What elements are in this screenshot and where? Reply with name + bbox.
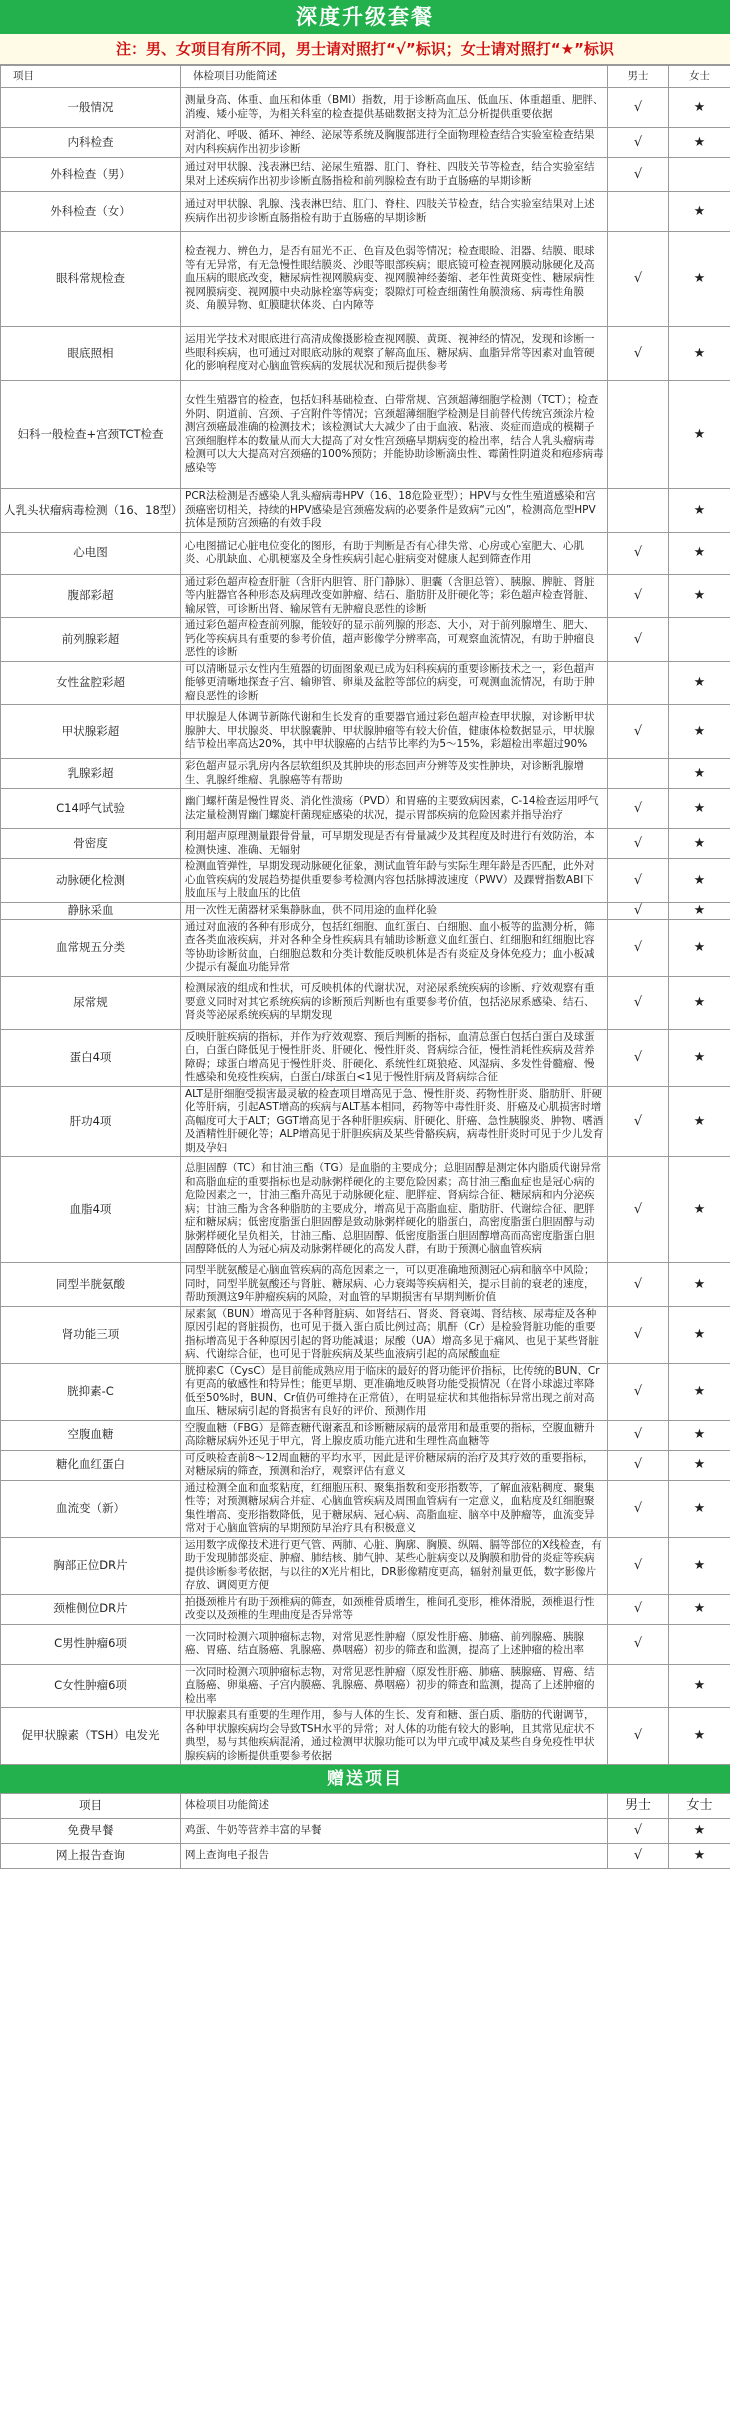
- table-row: [1, 618, 730, 662]
- item-name: 人乳头状瘤病毒检测（16、18型）: [1, 489, 181, 533]
- table-header-row: [1, 66, 730, 88]
- item-description: 可以清晰显示女性内生殖器的切面图象观已成为妇科疾病的重要诊断技术之一，彩色超声能够更清晰地探查子宫、输卵管、卵巢及盆腔等部位的病变，可观测血流情况，有助于肿瘤良恶性的诊断: [181, 661, 608, 705]
- female-mark: ★: [669, 1537, 730, 1594]
- table-row: [1, 158, 730, 192]
- item-name: 女性盆腔彩超: [1, 661, 181, 705]
- item-name: 乳腺彩超: [1, 759, 181, 789]
- item-name: 尿常规: [1, 976, 181, 1029]
- item-name: 妇科一般检查+宫颈TCT检查: [1, 381, 181, 489]
- male-mark: √: [608, 705, 669, 759]
- item-name: 静脉采血: [1, 902, 181, 919]
- item-description: 拍摄颈椎片有助于颈椎病的筛查，如颈椎骨质增生，椎间孔变形，椎体滑脱，颈椎退行性改变以及颈椎的生理曲度是否异常等: [181, 1594, 608, 1624]
- female-mark: ★: [669, 1594, 730, 1624]
- item-description: 通过彩色超声检查肝脏（含肝内胆管、肝门静脉）、胆囊（含胆总管）、胰腺、脾脏、肾脏等内脏器官各种形态及病理改变如肿瘤、结石、脂肪肝及肝硬化等；彩色超声检查肾脏、输尿管，可诊断出肾、输尿管有无肿瘤良恶性的诊断: [181, 574, 608, 618]
- female-mark: ★: [669, 128, 730, 158]
- male-mark: √: [608, 1029, 669, 1086]
- female-mark: ★: [669, 88, 730, 128]
- item-name: 颈椎侧位DR片: [1, 1594, 181, 1624]
- female-mark: ★: [669, 1363, 730, 1420]
- female-mark: ★: [669, 532, 730, 574]
- female-mark: ★: [669, 859, 730, 903]
- table-row: [1, 327, 730, 381]
- table-row: [1, 192, 730, 232]
- male-mark: √: [608, 1450, 669, 1480]
- female-mark: ★: [669, 789, 730, 829]
- item-name: 前列腺彩超: [1, 618, 181, 662]
- table-row: [1, 1363, 730, 1420]
- item-description: 空腹血糖（FBG）是筛查糖代谢紊乱和诊断糖尿病的最常用和最重要的指标，空腹血糖升高除糖尿病外还见于甲亢，肾上腺皮质功能亢进和生理性高血糖等: [181, 1420, 608, 1450]
- item-description: 尿素氮（BUN）增高见于各种肾脏病、如肾结石、肾炎、肾衰竭、肾结核、尿毒症及各种原因引起的肾脏损伤，也可见于摄入蛋白质比例过高；肌酐（Cr）是检验肾脏功能的重要指标增高见于各种原因引起的肾功能减退；尿酸（UA）增高多见于痛风、也见于某些肾脏病、代谢综合征，也可见于肾脏疾病及某些血液病引起的高尿酸血症: [181, 1306, 608, 1363]
- male-mark: √: [608, 1086, 669, 1157]
- male-mark: √: [608, 1480, 669, 1537]
- male-mark: √: [608, 158, 669, 192]
- table-row: [1, 1708, 730, 1765]
- gift-header-row: [1, 1794, 730, 1819]
- female-mark: ★: [669, 1263, 730, 1307]
- item-name: 腹部彩超: [1, 574, 181, 618]
- male-mark: √: [608, 1263, 669, 1307]
- item-description: 检测尿液的组成和性状，可反映机体的代谢状况，对泌尿系统疾病的诊断、疗效观察有重要意义同时对其它系统疾病的诊断预后判断也有重要参考价值，包括泌尿系感染、结石、肾炎等泌尿系统疾病的早期发现: [181, 976, 608, 1029]
- table-row: [1, 1086, 730, 1157]
- item-description: 彩色超声显示乳房内各层软组织及其肿块的形态回声分辨等及实性肿块，对诊断乳腺增生、乳腺纤维瘤、乳腺癌等有帮助: [181, 759, 608, 789]
- female-mark: ★: [669, 1420, 730, 1450]
- item-description: 用一次性无菌器材采集静脉血，供不同用途的血样化验: [181, 902, 608, 919]
- item-description: 可反映检查前8～12周血糖的平均水平，因此是评价糖尿病的治疗及其疗效的重要指标，对糖尿病的筛查，预测和治疗，观察评估有意义: [181, 1450, 608, 1480]
- female-mark: ★: [669, 902, 730, 919]
- female-mark: ★: [669, 1819, 730, 1844]
- item-description: 胱抑素C（CysC）是目前能成熟应用于临床的最好的肾功能评价指标，比传统的BUN、Cr有更高的敏感性和特异性；能更早期、更准确地反映肾功能受损情况（在肾小球滤过率降低至50%时，BUN、Cr值仍可维持在正常值），在明显症状和其他指标异常出现之前对高血压、糖尿病引起的肾损害有良好的评价、预测作用: [181, 1363, 608, 1420]
- gift-header-male: 男士: [608, 1794, 669, 1819]
- item-name: 糖化血红蛋白: [1, 1450, 181, 1480]
- table-row: [1, 1594, 730, 1624]
- female-mark: ★: [669, 489, 730, 533]
- table-row: [1, 232, 730, 327]
- female-mark: ★: [669, 327, 730, 381]
- female-mark: ★: [669, 661, 730, 705]
- table-row: [1, 1664, 730, 1708]
- gift-header-desc: 体检项目功能简述: [181, 1794, 608, 1819]
- header-item: 项目: [1, 66, 181, 88]
- gift-header-female: 女士: [669, 1794, 730, 1819]
- item-name: 心电图: [1, 532, 181, 574]
- male-mark: √: [608, 1537, 669, 1594]
- item-description: 利用超声原理测量跟骨骨量，可早期发现是否有骨量减少及其程度及时进行有效防治，本检测快速、准确、无辐射: [181, 829, 608, 859]
- item-name: 骨密度: [1, 829, 181, 859]
- header-female: 女士: [669, 66, 730, 88]
- item-description: 同型半胱氨酸是心脑血管疾病的高危因素之一，可以更准确地预测冠心病和脑卒中风险；同时，同型半胱氨酸还与肾脏、糖尿病、心力衰竭等疾病相关，提示目前的衰老的速度，帮助预测这9年肿瘤疾病的风险，对血管的早期损害有早期判断价值: [181, 1263, 608, 1307]
- table-row: [1, 1263, 730, 1307]
- male-mark: √: [608, 1844, 669, 1869]
- item-name: 空腹血糖: [1, 1420, 181, 1450]
- item-description: 通过检测全血和血浆粘度，红细胞压积、聚集指数和变形指数等，了解血液粘稠度、聚集性等；对预测糖尿病合并症、心脑血管疾病及周围血管病有一定意义，血粘度及红细胞聚集性增高、变形指数降低，见于糖尿病、冠心病、高脂血症、脑卒中及肿瘤等，血流变异常对于心脑血管病的早期预防早治疗具有积极意义: [181, 1480, 608, 1537]
- item-name: 蛋白4项: [1, 1029, 181, 1086]
- male-mark: √: [608, 1306, 669, 1363]
- table-row: [1, 759, 730, 789]
- male-mark: [608, 759, 669, 789]
- item-name: 免费早餐: [1, 1819, 181, 1844]
- item-name: 肾功能三项: [1, 1306, 181, 1363]
- item-description: 检查视力、辨色力，是否有屈光不正、色盲及色弱等情况；检查眼睑、泪器、结膜、眼球等有无异常，有无急慢性眼结膜炎、沙眼等眼部疾病；眼底镜可检查视网膜动脉硬化及高血压病的眼底改变，糖尿病性视网膜病变、视网膜神经萎缩、老年性黄斑变性、糖尿病性视网膜病变、视网膜中央动脉栓塞等病变；裂隙灯可检查细菌性角膜溃疡、病毒性角膜炎、角膜异物、虹膜睫状体炎、白内障等: [181, 232, 608, 327]
- table-row: [1, 859, 730, 903]
- table-row: [1, 1537, 730, 1594]
- male-mark: [608, 489, 669, 533]
- item-description: 心电图描记心脏电位变化的图形，有助于判断是否有心律失常、心房或心室肥大、心肌炎、心肌缺血、心肌梗塞及全身性疾病引起心脏病变对健康人起到筛查作用: [181, 532, 608, 574]
- item-description: 检测血管弹性，早期发现动脉硬化征象，测试血管年龄与实际生理年龄是否匹配，此外对心血管疾病的发展趋势提供重要参考检测内容包括脉搏波速度（PWV）及踝臂指数ABI下肢血压与上肢血压的比值: [181, 859, 608, 903]
- item-name: 一般情况: [1, 88, 181, 128]
- male-mark: √: [608, 789, 669, 829]
- male-mark: √: [608, 902, 669, 919]
- exam-items-table: [0, 65, 730, 1765]
- male-mark: √: [608, 88, 669, 128]
- female-mark: ★: [669, 829, 730, 859]
- female-mark: [669, 158, 730, 192]
- item-name: C14呼气试验: [1, 789, 181, 829]
- item-name: 胸部正位DR片: [1, 1537, 181, 1594]
- item-name: 外科检查（女）: [1, 192, 181, 232]
- item-description: 通过对甲状腺、浅表淋巴结、泌尿生殖器、肛门、脊柱、四肢关节等检查，结合实验室结果对上述疾病作出初步诊断直肠指检和前列腺检查有助于直肠癌的早期诊断: [181, 158, 608, 192]
- female-mark: ★: [669, 1708, 730, 1765]
- item-description: PCR法检测是否感染人乳头瘤病毒HPV（16、18危险亚型）；HPV与女性生殖道感染和宫颈癌密切相关，持续的HPV感染是宫颈癌发病的必要条件是致病“元凶”，检测高危型HPV抗体是预防宫颈癌的有效手段: [181, 489, 608, 533]
- male-mark: √: [608, 976, 669, 1029]
- table-row: [1, 1819, 730, 1844]
- item-description: 运用数字成像技术进行更气管、两肺、心脏、胸廓、胸膜、纵隔、膈等部位的X线检查，有助于发现肺部炎症、肿瘤、肺结核、肺气肿、某些心脏病变以及胸膜和肋骨的炎症等疾病提供诊断参考依据，与以往的X光片相比，DR影像精度更高，辐射剂量更低，数字影像片存放、调阅更方便: [181, 1537, 608, 1594]
- item-description: 反映肝脏疾病的指标，并作为疗效观察、预后判断的指标，血清总蛋白包括白蛋白及球蛋白，白蛋白降低见于慢性肝炎、肝硬化、慢性肝炎、肾病综合征，慢性消耗性疾病及营养障碍；球蛋白增高见于慢性肝炎、肝硬化、系统性红斑狼疮、风湿病、多发性骨髓瘤、慢性感染和免疫性疾病，白蛋白/球蛋白<1见于慢性肝病及肾病综合征: [181, 1029, 608, 1086]
- male-mark: [608, 192, 669, 232]
- item-description: 网上查询电子报告: [181, 1844, 608, 1869]
- table-row: [1, 789, 730, 829]
- female-mark: ★: [669, 1450, 730, 1480]
- table-row: [1, 1624, 730, 1664]
- female-mark: ★: [669, 381, 730, 489]
- table-row: [1, 574, 730, 618]
- female-mark: ★: [669, 759, 730, 789]
- male-mark: √: [608, 532, 669, 574]
- item-description: 对消化、呼吸、循环、神经、泌尿等系统及胸腹部进行全面物理检查结合实验室检查结果对内科疾病作出初步诊断: [181, 128, 608, 158]
- item-name: 外科检查（男）: [1, 158, 181, 192]
- item-name: 血流变（新）: [1, 1480, 181, 1537]
- table-row: [1, 1420, 730, 1450]
- item-description: 测量身高、体重、血压和体重（BMI）指数，用于诊断高血压、低血压、体重超重、肥胖、消瘦、矮小症等，为相关科室的检查提供基础数据支持为汇总分析提供重要依据: [181, 88, 608, 128]
- female-mark: [669, 618, 730, 662]
- male-mark: √: [608, 1819, 669, 1844]
- item-name: C女性肿瘤6项: [1, 1664, 181, 1708]
- table-row: [1, 1844, 730, 1869]
- male-mark: √: [608, 1708, 669, 1765]
- male-mark: √: [608, 232, 669, 327]
- male-mark: √: [608, 1363, 669, 1420]
- table-row: [1, 1306, 730, 1363]
- item-description: 通过对血液的各种有形成分，包括红细胞、血红蛋白、白细胞、血小板等的监测分析，筛查各类血液疾病，并对各种全身性疾病具有辅助诊断意义血红蛋白、红细胞和红细胞比容等协助诊断贫血，白细胞总数和分类计数能反映机体是否有炎症及身体免疫力；血小板减少提示有凝血功能异常: [181, 919, 608, 976]
- table-row: [1, 489, 730, 533]
- item-description: 一次同时检测六项肿瘤标志物，对常见恶性肿瘤（原发性肝癌、肺癌、胰腺癌、胃癌、结直肠癌、卵巢癌、子宫内膜癌、乳腺癌、鼻咽癌）初步的筛查和监测，提高了上述肿瘤的检出率: [181, 1664, 608, 1708]
- table-row: [1, 902, 730, 919]
- item-name: 眼底照相: [1, 327, 181, 381]
- item-description: 女性生殖器官的检查，包括妇科基础检查、白带常规、宫颈超薄细胞学检测（TCT）；检查外阴、阴道前、宫颈、子宫附件等情况；宫颈超薄细胞学检测是目前替代传统宫颈涂片检测宫颈癌最准确的检测技术；该检测试大大减少了由于血液、粘液、炎症而造成的模糊子宫颈细胞样本的数量从而大大提高了对女性宫颈癌早期病变的检出率，结合人乳头瘤病毒检测可以大大提高对宫颈癌的100%预防；并能协助诊断滴虫性、霉菌性阴道炎和疱疹病毒感染等: [181, 381, 608, 489]
- female-mark: ★: [669, 1844, 730, 1869]
- male-mark: [608, 1664, 669, 1708]
- male-mark: [608, 381, 669, 489]
- item-description: 运用光学技术对眼底进行高清成像摄影检查视网膜、黄斑、视神经的情况，发现和诊断一些眼科疾病，也可通过对眼底动脉的观察了解高血压、糖尿病、血脂异常等因素对血管硬化的影响程度对心脑血管疾病的发展状况和预后提供参考: [181, 327, 608, 381]
- table-row: [1, 1480, 730, 1537]
- table-row: [1, 381, 730, 489]
- gift-title: 赠送项目: [0, 1765, 730, 1793]
- item-description: 一次同时检测六项肿瘤标志物，对常见恶性肿瘤（原发性肝癌、肺癌、前列腺癌、胰腺癌、胃癌、结直肠癌、乳腺癌、鼻咽癌）初步的筛查和监测，提高了上述肿瘤的检出率: [181, 1624, 608, 1664]
- table-row: [1, 661, 730, 705]
- item-name: 动脉硬化检测: [1, 859, 181, 903]
- male-mark: √: [608, 919, 669, 976]
- female-mark: ★: [669, 192, 730, 232]
- table-row: [1, 976, 730, 1029]
- item-name: 胱抑素-C: [1, 1363, 181, 1420]
- item-name: 内科检查: [1, 128, 181, 158]
- table-row: [1, 705, 730, 759]
- gender-note: 注：男、女项目有所不同，男士请对照打“√”标识；女士请对照打“★”标识: [0, 34, 730, 65]
- table-row: [1, 88, 730, 128]
- package-title: 深度升级套餐: [0, 0, 730, 34]
- item-name: 血常规五分类: [1, 919, 181, 976]
- female-mark: ★: [669, 574, 730, 618]
- male-mark: √: [608, 859, 669, 903]
- item-name: 促甲状腺素（TSH）电发光: [1, 1708, 181, 1765]
- table-row: [1, 128, 730, 158]
- table-row: [1, 1157, 730, 1263]
- female-mark: [669, 1624, 730, 1664]
- female-mark: ★: [669, 1480, 730, 1537]
- gift-header-item: 项目: [1, 1794, 181, 1819]
- item-description: 甲状腺是人体调节新陈代谢和生长发育的重要器官通过彩色超声检查甲状腺，对诊断甲状腺肿大、甲状腺炎、甲状腺囊肿、甲状腺肿瘤等有较大价值，健康体检数据显示，甲状腺结节检出率高达20%，其中甲状腺癌的占结节比率约为5～15%，彩超检出率超过90%: [181, 705, 608, 759]
- exam-items-body: [1, 88, 730, 1765]
- item-name: 同型半胱氨酸: [1, 1263, 181, 1307]
- female-mark: ★: [669, 1157, 730, 1263]
- female-mark: ★: [669, 1306, 730, 1363]
- header-male: 男士: [608, 66, 669, 88]
- item-description: 通过对甲状腺、乳腺、浅表淋巴结、肛门、脊柱、四肢关节检查，结合实验室结果对上述疾病作出初步诊断直肠指检有助于直肠癌的早期诊断: [181, 192, 608, 232]
- female-mark: ★: [669, 1664, 730, 1708]
- female-mark: ★: [669, 1086, 730, 1157]
- table-row: [1, 829, 730, 859]
- gift-items-table: [0, 1793, 730, 1869]
- female-mark: ★: [669, 232, 730, 327]
- male-mark: √: [608, 1420, 669, 1450]
- item-description: 甲状腺素具有重要的生理作用，参与人体的生长、发育和糖、蛋白质、脂肪的代谢调节，各种甲状腺疾病均会导致TSH水平的异常；对人体的功能有较大的影响，且其常见症状不典型，易与其他疾病混淆，通过检测甲状腺功能可以为甲亢或甲减及某些自身免疫性甲状腺疾病的诊断提供重要参考依据: [181, 1708, 608, 1765]
- item-description: 幽门螺杆菌是慢性胃炎、消化性溃疡（PVD）和胃癌的主要致病因素，C-14检查运用呼气法定量检测胃幽门螺旋杆菌现症感染的状况，提示胃部疾病的危险因素并指导治疗: [181, 789, 608, 829]
- male-mark: √: [608, 829, 669, 859]
- table-row: [1, 1450, 730, 1480]
- male-mark: √: [608, 128, 669, 158]
- male-mark: √: [608, 1624, 669, 1664]
- male-mark: √: [608, 1594, 669, 1624]
- item-description: ALT是肝细胞受损害最灵敏的检查项目增高见于急、慢性肝炎、药物性肝炎、脂肪肝、肝硬化等肝病，引起AST增高的疾病与ALT基本相同，药物等中毒性肝炎、肝癌及心肌损害时增高幅度可大于ALT；GGT增高见于各种肝胆疾病、肝硬化、肝癌、急性胰腺炎、肿物、嗜酒及酒精性肝硬化等；ALP增高见于肝胆疾病及某些骨骼疾病，病毒性肝炎时可见于少儿发育期及孕妇: [181, 1086, 608, 1157]
- header-desc: 体检项目功能简述: [181, 66, 608, 88]
- male-mark: √: [608, 618, 669, 662]
- item-description: 通过彩色超声检查前列腺，能较好的显示前列腺的形态、大小，对于前列腺增生、肥大、钙化等疾病具有重要的参考价值，超声影像学分辨率高，可观察血流情况，有助于肿瘤良恶性的诊断: [181, 618, 608, 662]
- item-name: 眼科常规检查: [1, 232, 181, 327]
- item-name: 甲状腺彩超: [1, 705, 181, 759]
- item-name: C男性肿瘤6项: [1, 1624, 181, 1664]
- table-row: [1, 532, 730, 574]
- item-name: 肝功4项: [1, 1086, 181, 1157]
- table-row: [1, 1029, 730, 1086]
- female-mark: ★: [669, 705, 730, 759]
- male-mark: √: [608, 574, 669, 618]
- item-name: 血脂4项: [1, 1157, 181, 1263]
- item-description: 总胆固醇（TC）和甘油三酯（TG）是血脂的主要成分；总胆固醇是测定体内脂质代谢异常和高脂血症的重要指标也是动脉粥样硬化的主要危险因素；高甘油三酯血症也是冠心病的危险因素之一，甘油三酯升高见于动脉硬化症、肥胖症、肾病综合征、糖尿病和内分泌疾病；甘油三酯为含各种脂肪的主要成分，增高见于高脂血症、脂肪肝、代谢综合征、肥胖症和糖尿病；低密度脂蛋白胆固醇是致动脉粥样硬化的脂蛋白，高密度脂蛋白胆固醇与动脉粥样硬化呈负相关，甘油三酯、总胆固醇、低密度脂蛋白胆固醇增高而高密度脂蛋白胆固醇降低的人为冠心病及动脉粥样硬化的高发人群，有助于预测心脑血管疾病: [181, 1157, 608, 1263]
- male-mark: √: [608, 1157, 669, 1263]
- male-mark: √: [608, 327, 669, 381]
- table-row: [1, 919, 730, 976]
- item-name: 网上报告查询: [1, 1844, 181, 1869]
- female-mark: ★: [669, 1029, 730, 1086]
- item-description: 鸡蛋、牛奶等营养丰富的早餐: [181, 1819, 608, 1844]
- female-mark: ★: [669, 919, 730, 976]
- male-mark: [608, 661, 669, 705]
- gift-items-body: [1, 1819, 730, 1869]
- female-mark: ★: [669, 976, 730, 1029]
